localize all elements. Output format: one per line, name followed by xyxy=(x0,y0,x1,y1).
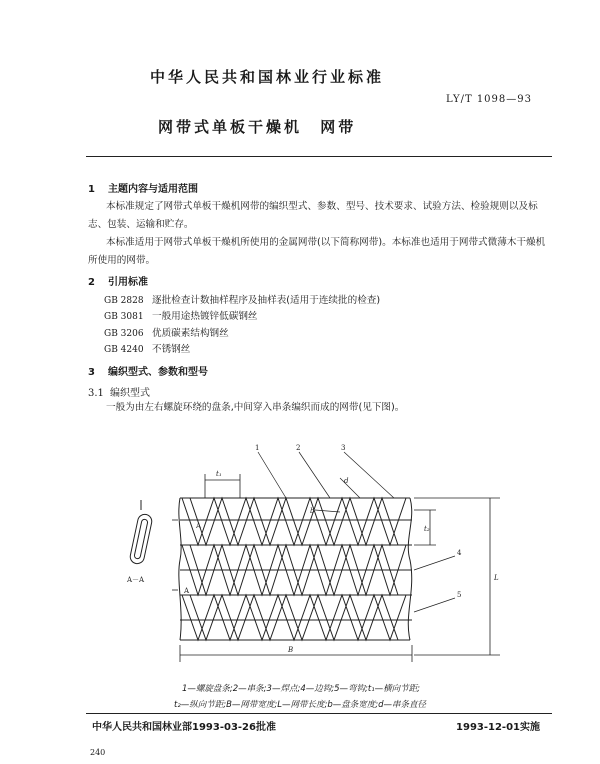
reference-title: 一般用途热镀锌低碳钢丝 xyxy=(152,311,258,322)
reference-code: GB 3206 xyxy=(104,329,144,339)
section-title: 主题内容与适用范围 xyxy=(108,184,198,195)
figure-label-5: 5 xyxy=(457,591,462,599)
section-a-a-drawing xyxy=(129,500,153,565)
spiral-coils xyxy=(182,498,406,640)
A-label-bottom: A xyxy=(184,587,190,595)
reference-code: GB 4240 xyxy=(104,345,144,355)
figure-label-2: 2 xyxy=(296,444,301,452)
reference-title: 优质碳素结构钢丝 xyxy=(152,328,229,339)
reference-title: 不锈钢丝 xyxy=(152,344,191,355)
reference-code: GB 2828 xyxy=(104,296,144,306)
subsection-3-1-text: 一般为由左右螺旋环绕的盘条,中间穿入串条编织而成的网带(见下图)。 xyxy=(106,402,405,413)
standard-code: LY/T 1098—93 xyxy=(446,94,532,105)
section-1-paragraph-2: 本标准适用于网带式单板干燥机所使用的金属网带(以下简称网带)。本标准也适用于网带式微薄木干燥机所使用的网带。 xyxy=(88,237,546,266)
reference-code: GB 3081 xyxy=(104,312,144,322)
subsection-title: 编织型式 xyxy=(110,388,150,399)
figure-caption-line-2: t₂—纵向节距;B—网带宽度;L—网带长度;b—盘条宽度;d—串条直径 xyxy=(174,700,427,710)
subsection-number: 3.1 xyxy=(88,388,104,399)
figure-label-4: 4 xyxy=(457,549,462,557)
page-title: 网带式单板干燥机 网带 xyxy=(158,118,357,136)
t1-label: t₁ xyxy=(216,470,222,478)
figure-label-1: 1 xyxy=(255,444,260,452)
A-label-top: A xyxy=(196,522,202,530)
section-title: 编织型式、参数和型号 xyxy=(108,367,208,378)
section-number: 2 xyxy=(88,277,95,288)
section-number: 3 xyxy=(88,367,95,378)
figure-label-3: 3 xyxy=(341,444,346,452)
effective-date: 1993-12-01实施 xyxy=(456,722,540,733)
B-label: B xyxy=(288,646,294,654)
reference-title: 逐批检查计数抽样程序及抽样表(适用于连续批的检查) xyxy=(152,295,381,306)
b-label: b xyxy=(310,507,315,515)
issuer-approval: 中华人民共和国林业部1993-03-26批准 xyxy=(92,722,276,733)
section-1-paragraph-1: 本标准规定了网带式单板干燥机网带的编织型式、参数、型号、技术要求、试验方法、检验规则以及标志、包装、运输和贮存。 xyxy=(88,201,538,230)
d-label: d xyxy=(344,477,349,485)
standard-type-heading: 中华人民共和国林业行业标准 xyxy=(150,68,385,86)
section-title: 引用标准 xyxy=(108,277,148,288)
L-label: L xyxy=(494,574,499,582)
figure-caption-line-1: 1—螺旋盘条;2—串条;3—焊点;4—边钩;5—弯钩;t₁—横向节距; xyxy=(182,684,420,694)
footer-divider xyxy=(86,713,552,714)
section-a-a-label: A－A xyxy=(127,576,145,584)
section-number: 1 xyxy=(88,184,95,195)
t2-label: t₂ xyxy=(424,525,430,533)
page-number: 240 xyxy=(90,748,106,757)
